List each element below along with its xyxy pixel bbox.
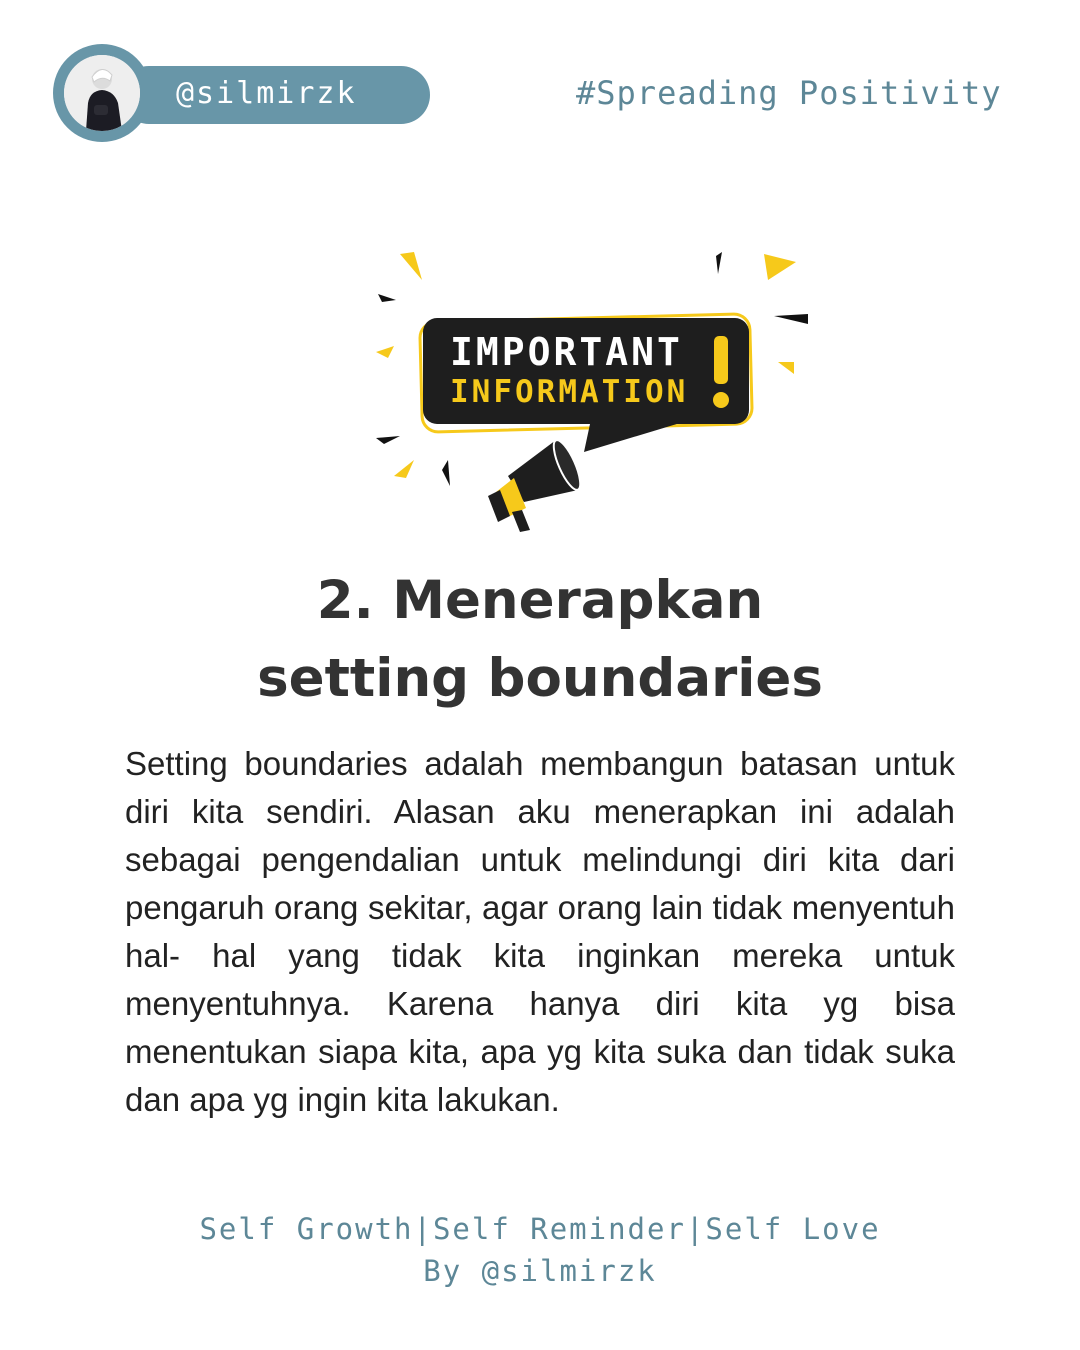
hashtag: #Spreading Positivity	[576, 74, 1002, 112]
banner-line-important: IMPORTANT	[450, 330, 683, 374]
handle-text: @silmirzk	[176, 76, 357, 111]
title-line-1: 2. Menerapkan	[316, 570, 764, 631]
burst-ray	[394, 460, 414, 478]
burst-ray	[778, 362, 794, 374]
page-title	[80, 562, 1000, 718]
burst-ray	[774, 314, 808, 324]
burst-ray	[716, 252, 722, 274]
banner-line-information: INFORMATION	[450, 374, 689, 410]
title-line-2: setting boundaries	[257, 648, 823, 709]
exclamation-icon	[713, 336, 729, 408]
avatar	[64, 55, 140, 131]
burst-ray	[376, 436, 400, 444]
burst-ray	[442, 460, 450, 486]
burst-ray	[378, 294, 396, 302]
footer-tags: Self Growth|Self Reminder|Self Love	[199, 1212, 881, 1246]
body-paragraph: Setting boundaries adalah membangun batasan untuk diri kita sendiri. Alasan aku menerapkan ini adalah sebagai pengendalian untuk melindungi diri kita dari pengaruh orang sekitar, agar orang lain tidak menyentuh hal- hal yang tidak kita inginkan mereka untuk menyentuhnya. Karena hanya diri kita yg bisa menentukan siapa kita, apa yg kita suka dan tidak suka dan apa yg ingin kita lakukan.	[125, 745, 955, 1118]
burst-ray	[376, 346, 394, 358]
burst-ray	[400, 252, 422, 280]
footer-byline: By @silmirzk	[423, 1254, 657, 1288]
avatar-person-icon	[64, 55, 140, 131]
megaphone-icon	[488, 437, 585, 532]
burst-ray	[764, 254, 796, 280]
banner-tail	[584, 420, 690, 452]
